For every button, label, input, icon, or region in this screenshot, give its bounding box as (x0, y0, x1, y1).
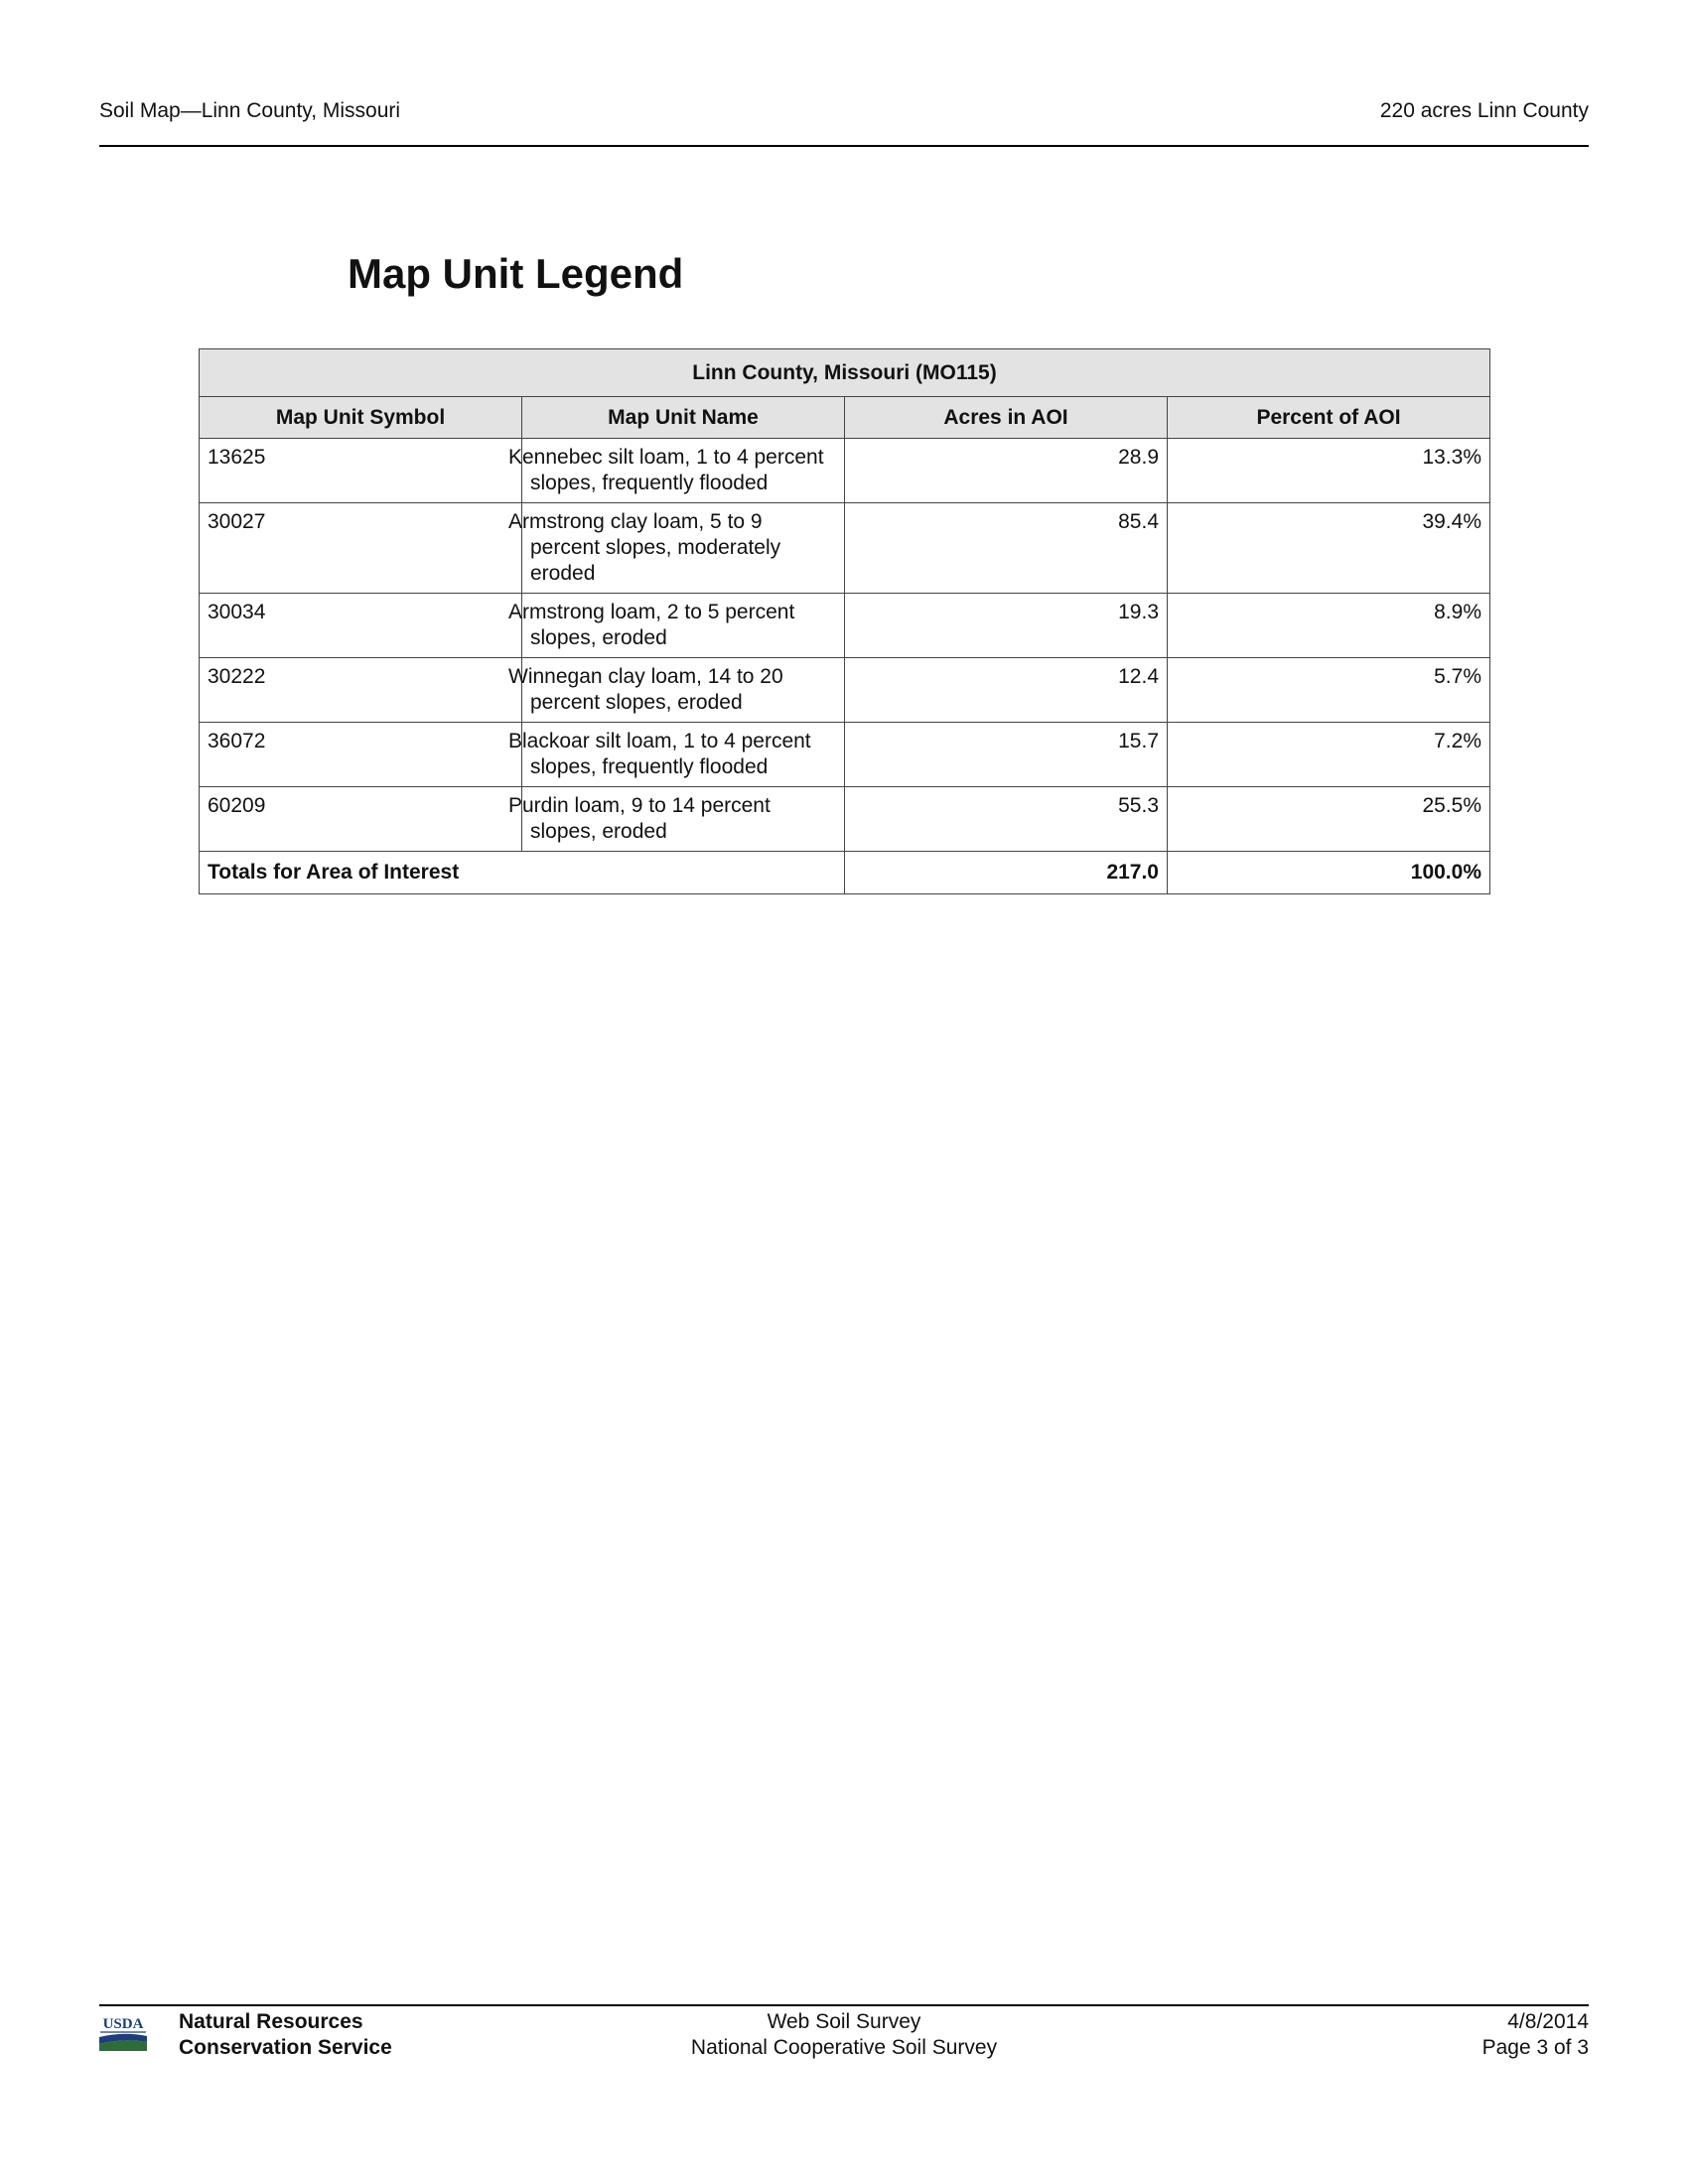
footer-rule (99, 2004, 1589, 2006)
acres-in-aoi: 85.4 (845, 503, 1168, 594)
column-header: Percent of AOI (1168, 397, 1490, 439)
map-unit-symbol: 30222 (200, 658, 522, 723)
footer-center (546, 2009, 1142, 2061)
area-title: Linn County, Missouri (MO115) (200, 349, 1490, 397)
footer-date: 4/8/2014 (1507, 2010, 1589, 2033)
table-row (200, 439, 1490, 503)
percent-of-aoi: 5.7% (1168, 658, 1490, 723)
map-unit-name: Armstrong loam, 2 to 5 percent slopes, eroded (522, 594, 845, 658)
map-unit-symbol: 30027 (200, 503, 522, 594)
percent-of-aoi: 25.5% (1168, 787, 1490, 852)
table-header-row (200, 397, 1490, 439)
footer-agency (179, 2009, 392, 2061)
map-unit-name: Winnegan clay loam, 14 to 20 percent slopes, eroded (522, 658, 845, 723)
totals-acres: 217.0 (845, 852, 1168, 894)
acres-in-aoi: 19.3 (845, 594, 1168, 658)
footer-right (1482, 2009, 1589, 2061)
header-left-title: Soil Map—Linn County, Missouri (99, 99, 401, 122)
percent-of-aoi: 39.4% (1168, 503, 1490, 594)
usda-logo-icon (98, 2013, 148, 2053)
usda-logo-text: USDA (102, 2016, 144, 2032)
agency-name-line-2: Conservation Service (179, 2036, 392, 2059)
column-header: Acres in AOI (845, 397, 1168, 439)
map-unit-name: Armstrong clay loam, 5 to 9 percent slopes, moderately eroded (522, 503, 845, 594)
acres-in-aoi: 12.4 (845, 658, 1168, 723)
map-unit-symbol: 13625 (200, 439, 522, 503)
totals-percent: 100.0% (1168, 852, 1490, 894)
table-area-row (200, 349, 1490, 397)
acres-in-aoi: 15.7 (845, 723, 1168, 787)
header-rule (99, 145, 1589, 147)
map-unit-name: Blackoar silt loam, 1 to 4 percent slopes, frequently flooded (522, 723, 845, 787)
percent-of-aoi: 13.3% (1168, 439, 1490, 503)
totals-row (200, 852, 1490, 894)
table-row (200, 503, 1490, 594)
table-row (200, 594, 1490, 658)
column-header: Map Unit Name (522, 397, 845, 439)
table-row (200, 787, 1490, 852)
footer-ncss: National Cooperative Soil Survey (690, 2036, 998, 2059)
agency-name-line-1: Natural Resources (179, 2010, 363, 2033)
acres-in-aoi: 28.9 (845, 439, 1168, 503)
page-number: Page 3 of 3 (1481, 2036, 1589, 2059)
map-unit-symbol: 36072 (200, 723, 522, 787)
map-unit-name: Kennebec silt loam, 1 to 4 percent slopes, frequently flooded (522, 439, 845, 503)
page-title: Map Unit Legend (348, 250, 684, 297)
map-unit-symbol: 60209 (200, 787, 522, 852)
table-row (200, 723, 1490, 787)
footer-web-soil-survey: Web Soil Survey (767, 2010, 921, 2033)
column-header: Map Unit Symbol (200, 397, 522, 439)
totals-label: Totals for Area of Interest (200, 852, 845, 894)
percent-of-aoi: 7.2% (1168, 723, 1490, 787)
map-unit-legend-table (199, 348, 1490, 894)
acres-in-aoi: 55.3 (845, 787, 1168, 852)
map-unit-name: Purdin loam, 9 to 14 percent slopes, eroded (522, 787, 845, 852)
header-right-title: 220 acres Linn County (1379, 99, 1589, 122)
map-unit-symbol: 30034 (200, 594, 522, 658)
table-row (200, 658, 1490, 723)
percent-of-aoi: 8.9% (1168, 594, 1490, 658)
